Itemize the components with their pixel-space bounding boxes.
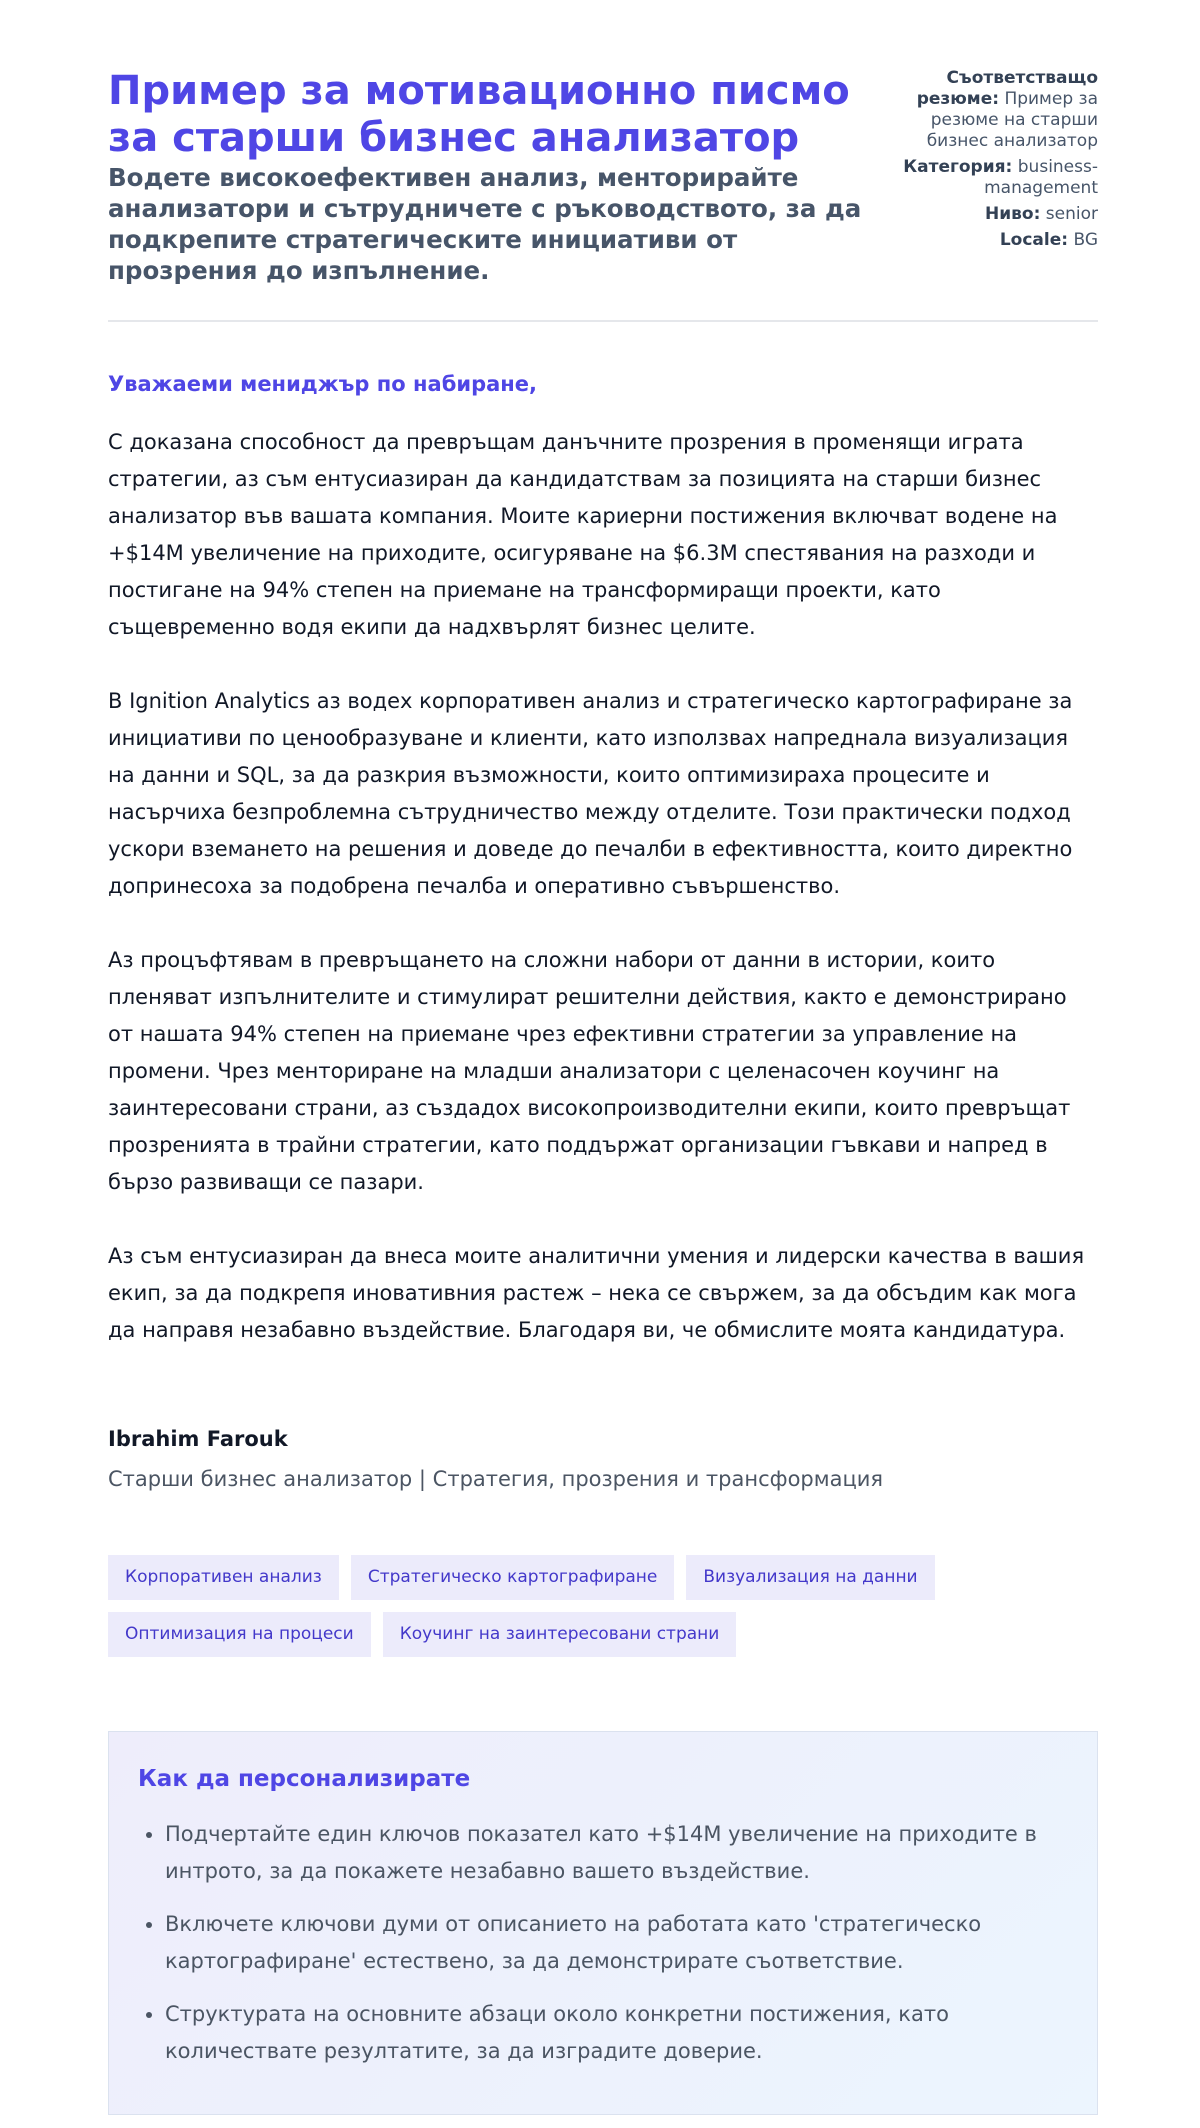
skill-tags [108,1555,1008,1657]
tips-box [108,1731,1098,2115]
skill-tag: Визуализация на данни [686,1555,934,1600]
signature-name: Ibrahim Farouk [108,1427,288,1451]
meta-category: Категория: business-management [903,157,1098,198]
paragraph: С доказана способност да превръщам данъчните прозрения в променящи играта стратегии, аз съм ентусиазиран да кандидатствам за позицията на старши бизнес анализатор във вашата компания. Моите кариерни постижения включват водене на +$14M увеличение на приходите, осигуряване на $6.3M спестявания на разходи и постигане на 94% степен на приемане на трансформиращи проекти, като същевременно водя екипи да надхвърлят бизнес целите. [108,430,1058,639]
tip-item: • Структурата на основните абзаци около конкретни постижения, като количествате резултатите, за да изградите доверие. [165,1996,1068,2070]
meta-locale: Locale: BG [999,230,1098,250]
skill-tag: Коучинг на заинтересовани страни [383,1612,737,1657]
cover-letter-page [108,0,1098,2115]
signature-title: Старши бизнес анализатор | Стратегия, прозрения и трансформация [108,1467,884,1491]
meta-resume: Съответстващо резюме: Пример за резюме на старши бизнес анализатор [916,68,1098,151]
page-subtitle: Водете високоефективен анализ, менторирайте анализатори и сътрудничете с ръководството, за да подкрепите стратегическите инициативи от прозрения до изпълнение. [108,163,862,285]
tips-list [138,1816,1068,2070]
meta-panel [888,68,1098,286]
paragraph: Аз процъфтявам в превръщането на сложни набори от данни в истории, които пленяват изпълнителите и стимулират решителни действия, както е демонстрирано от нашата 94% степен на приемане чрез ефективни стратегии за управление на промени. Чрез менториране на младши анализатори с целенасочен коучинг на заинтересовани страни, аз създадох високопроизводителни екипи, които превръщат прозренията в трайни стратегии, като поддържат организации гъвкави и напред в бързо развиващи се пазари. [108,948,1071,1194]
skill-tag: Оптимизация на процеси [108,1612,371,1657]
meta-level: Ниво: senior [985,204,1098,224]
meta-resume-link[interactable]: Пример за резюме на старши бизнес анализатор [926,89,1098,151]
header [108,0,1098,286]
skill-tag: Корпоративен анализ [108,1555,339,1600]
paragraph: Аз съм ентусиазиран да внеса моите аналитични умения и лидерски качества в вашия екип, за да подкрепя иновативния растеж – нека се свържем, за да обсъдим как мога да направя незабавно въздействие. Благодаря ви, че обмислите моята кандидатура. [108,1244,1085,1342]
divider [108,320,1098,322]
greeting: Уважаеми мениджър по набиране, [108,372,538,396]
tip-item: • Подчертайте един ключов показател като +$14M увеличение на приходите в интрото, за да покажете незабавно вашето въздействие. [165,1816,1068,1890]
paragraph: В Ignition Analytics аз водех корпоративен анализ и стратегическо картографиране за инициативи по ценообразуване и клиенти, като използвах напреднала визуализация на данни и SQL, за да разкрия възможности, които оптимизираха процесите и насърчиха безпроблемна сътрудничество между отделите. Този практически подход ускори вземането на решения и доведе до печалби в ефективността, които директно допринесоха за подобрена печалба и оперативно съвършенство. [108,689,1073,898]
tip-item: • Включете ключови думи от описанието на работата като 'стратегическо картографиране' естествено, за да демонстрирате съответствие. [165,1906,1068,1980]
tips-heading: Как да персонализирате [138,1766,471,1792]
page-title: Пример за мотивационно писмо за старши бизнес анализатор [108,68,850,161]
skill-tag: Стратегическо картографиране [351,1555,675,1600]
